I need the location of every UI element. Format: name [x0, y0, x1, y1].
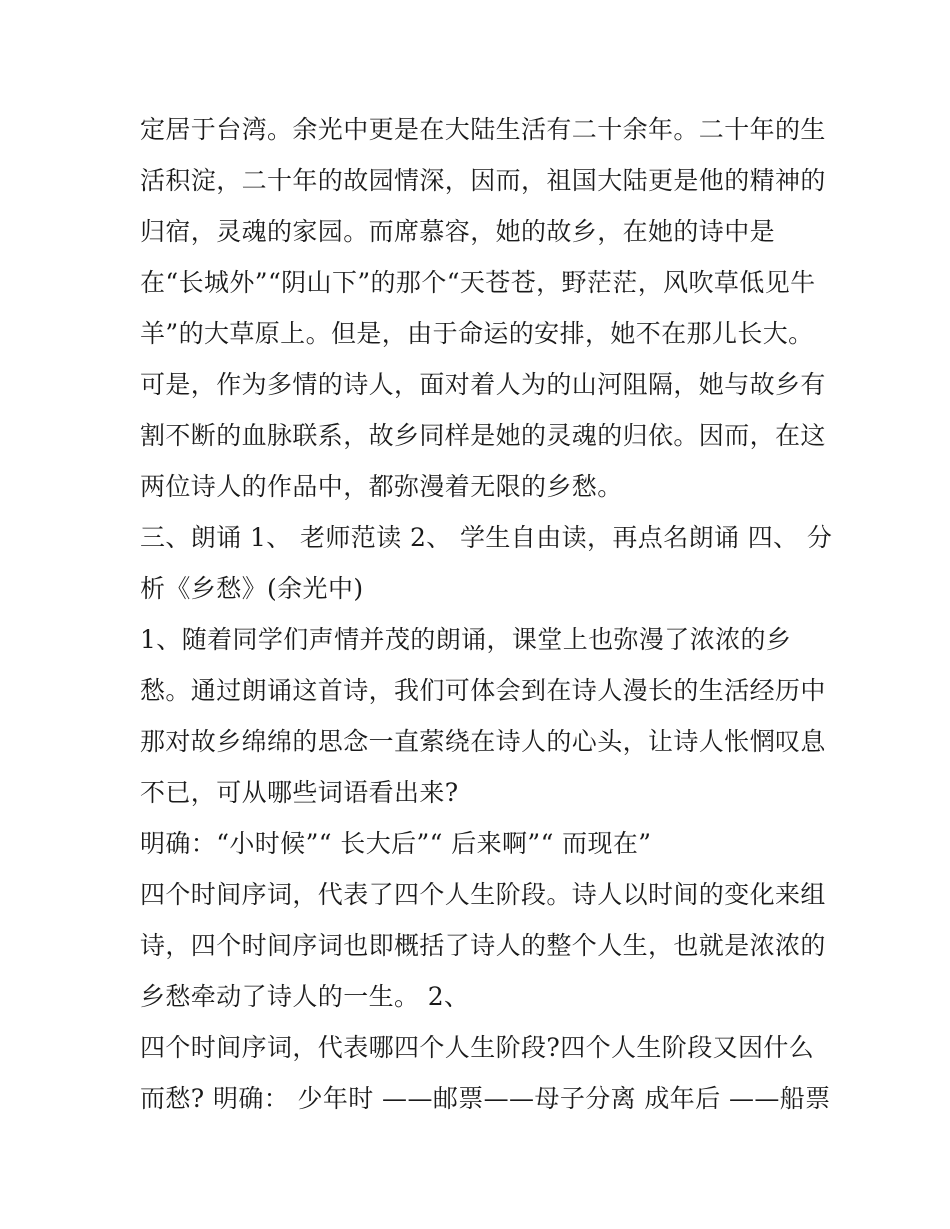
text-line: 诗，四个时间序词也即概括了诗人的整个人生，也就是浓浓的 — [140, 931, 826, 960]
text-line: 明确：“小时候”“ 长大后”“ 后来啊”“ 而现在” — [140, 829, 652, 858]
text-line: 可是，作为多情的诗人，面对着人为的山河阻隔，她与故乡有 — [140, 370, 826, 399]
text-line: 而愁? 明确： 少年时 ——邮票——母子分离 成年后 ——船票 — [140, 1084, 831, 1113]
text-line: 归宿，灵魂的家园。而席慕容，她的故乡，在她的诗中是 — [140, 217, 776, 246]
text-line: 析《乡愁》(余光中) — [140, 574, 364, 603]
text-line: 愁。通过朗诵这首诗，我们可体会到在诗人漫长的生活经历中 — [140, 676, 826, 705]
text-line: 两位诗人的作品中，都弥漫着无限的乡愁。 — [140, 472, 623, 501]
section-heading: 三、朗诵 1、 老师范读 2、 学生自由读，再点名朗诵 四、 分 — [140, 523, 833, 552]
text-line: 在“长城外”“阴山下”的那个“天苍苍，野茫茫，风吹草低见牛 — [140, 268, 816, 297]
text-line: 不已，可从哪些词语看出来? — [140, 778, 459, 807]
text-line: 四个时间序词，代表哪四个人生阶段?四个人生阶段又因什么 — [140, 1033, 815, 1062]
text-line: 那对故乡绵绵的思念一直萦绕在诗人的心头，让诗人怅惘叹息 — [140, 727, 826, 756]
text-line: 活积淀，二十年的故园情深，因而，祖国大陆更是他的精神的 — [140, 166, 826, 195]
text-line: 羊”的大草原上。但是，由于命运的安排，她不在那儿长大。 — [140, 319, 814, 348]
text-line: 乡愁牵动了诗人的一生。 2、 — [140, 982, 470, 1011]
text-line: 割不断的血脉联系，故乡同样是她的灵魂的归依。因而，在这 — [140, 421, 826, 450]
text-line: 1、随着同学们声情并茂的朗诵，课堂上也弥漫了浓浓的乡 — [140, 625, 792, 654]
text-line: 四个时间序词，代表了四个人生阶段。诗人以时间的变化来组 — [140, 880, 826, 909]
text-line: 定居于台湾。余光中更是在大陆生活有二十余年。二十年的生 — [140, 115, 826, 144]
